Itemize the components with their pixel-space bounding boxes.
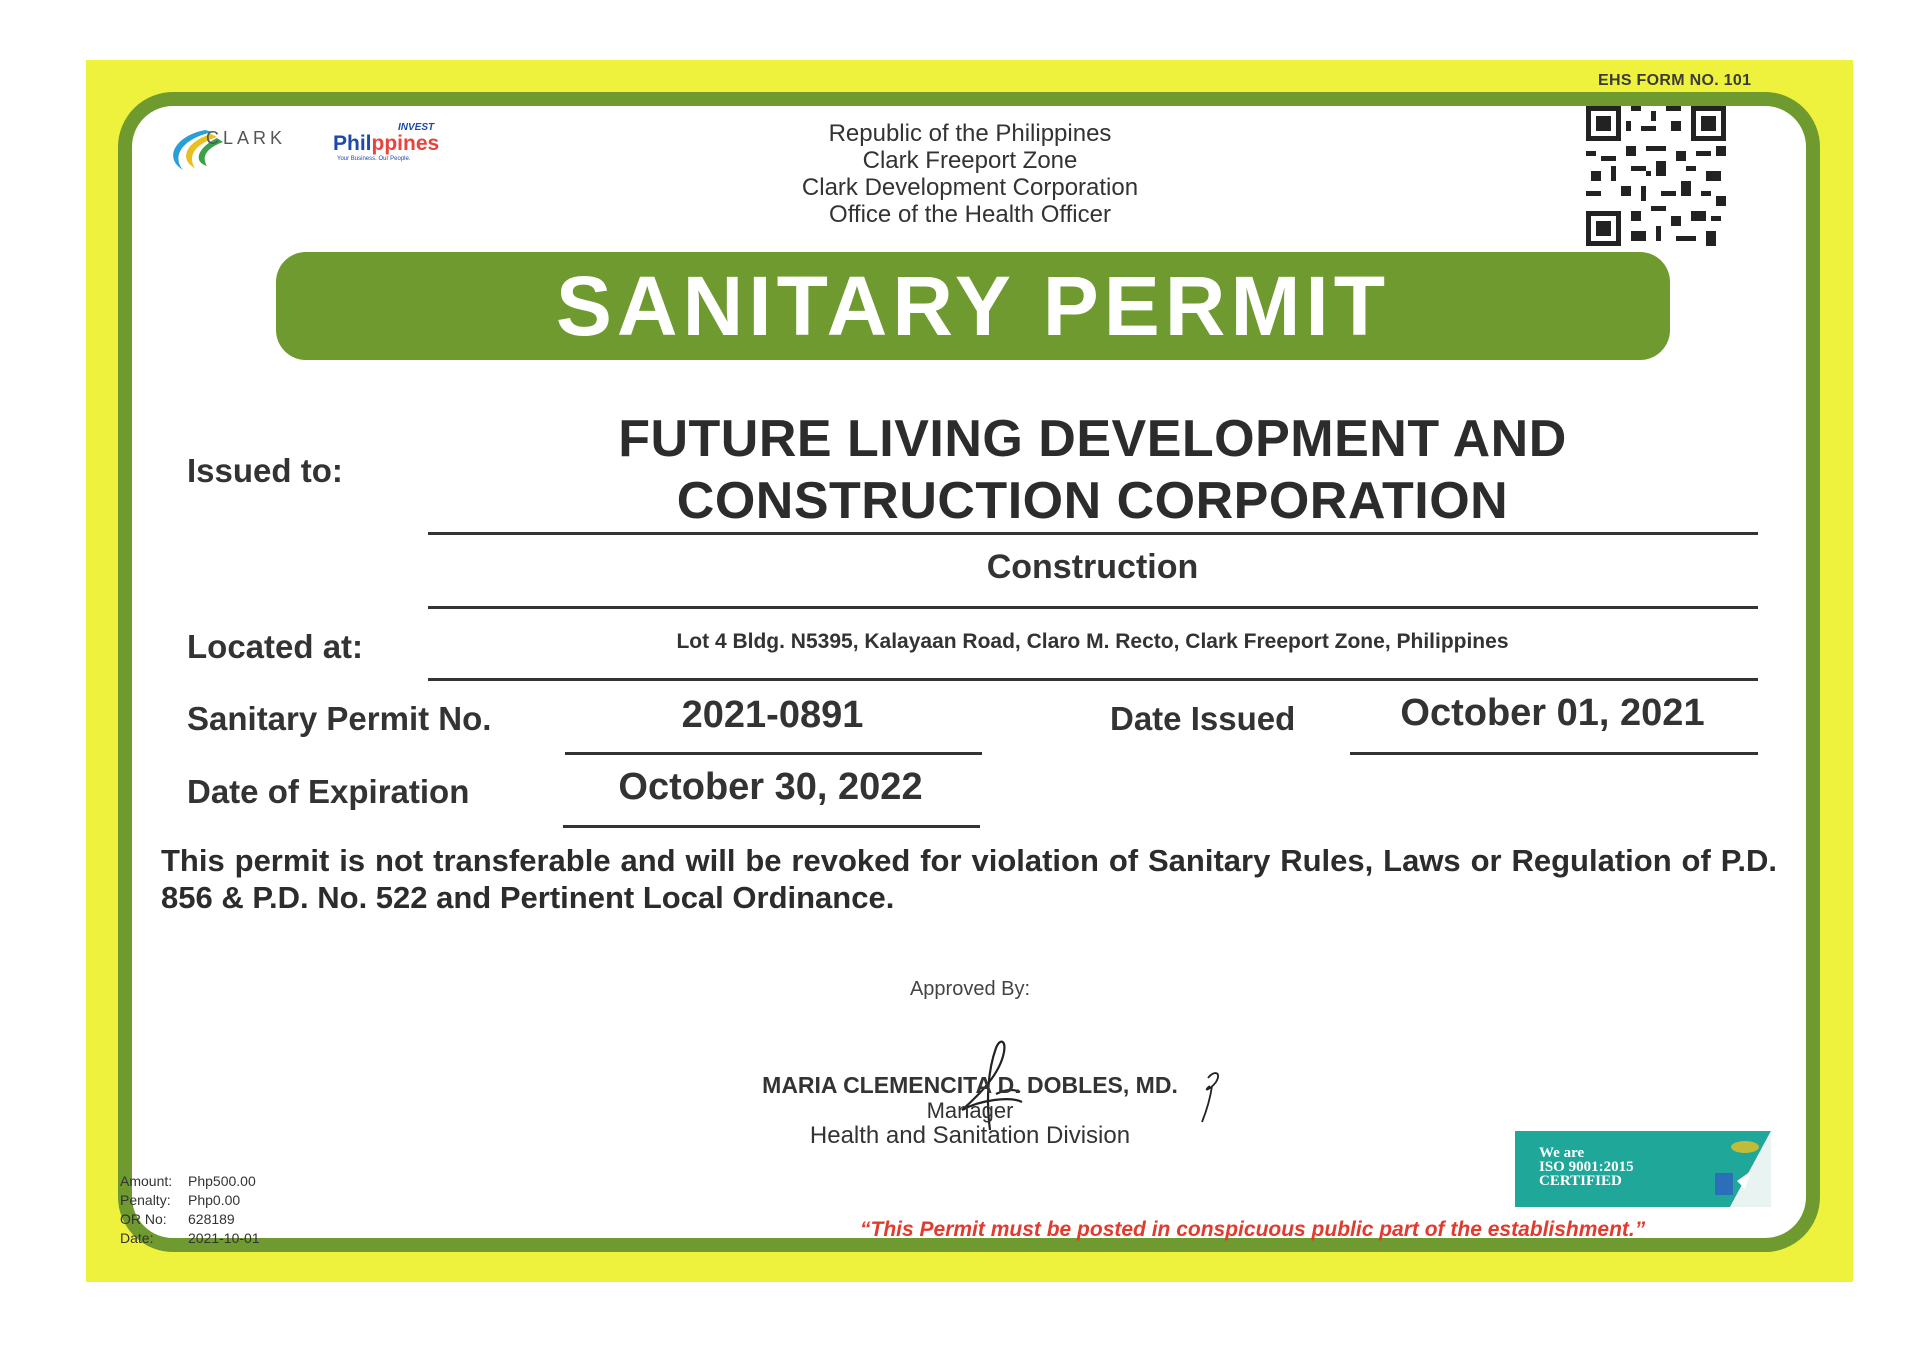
title-banner (276, 252, 1670, 360)
company-name-line-1: FUTURE LIVING DEVELOPMENT AND (618, 410, 1567, 468)
permit-number-value: 2021-0891 (681, 694, 864, 736)
iso-certified-badge (1515, 1131, 1771, 1207)
company-name (430, 408, 1755, 532)
expiration-label: Date of Expiration (187, 773, 470, 810)
payment-row-date: Date: 2021-10-01 (120, 1230, 260, 1246)
approver-title: Manager (926, 1098, 1014, 1123)
issued-to-label: Issued to: (187, 452, 343, 489)
pines-part: ppines (371, 132, 440, 155)
date-issued-label: Date Issued (1110, 700, 1296, 737)
qr-code-icon (1586, 106, 1726, 246)
company-underline (428, 532, 1758, 535)
expiration-underline (563, 825, 980, 828)
permit-title: SANITARY PERMIT (555, 258, 1391, 353)
date-issued-value: October 01, 2021 (1400, 692, 1705, 734)
issuing-office-header (700, 120, 1240, 228)
payment-details (120, 1172, 260, 1248)
header-line-4: Office of the Health Officer (829, 201, 1111, 228)
philippines-wordmark: Philppines (333, 132, 440, 155)
iso-badge-text: We are ISO 9001:2015 CERTIFIED (1539, 1145, 1634, 1189)
header-line-3: Clark Development Corporation (801, 174, 1139, 201)
address-underline (428, 678, 1758, 681)
form-number: EHS FORM NO. 101 (1598, 72, 1752, 89)
business-type: Construction (986, 548, 1199, 586)
posting-requirement-notice: “This Permit must be posted in conspicuous public part of the establishment.” (860, 1218, 1646, 1241)
company-name-line-2: CONSTRUCTION CORPORATION (676, 472, 1509, 530)
payment-row-amount: Amount: Php500.00 (120, 1173, 256, 1189)
header-line-2: Clark Freeport Zone (862, 147, 1078, 174)
approved-by-label: Approved By: (909, 978, 1031, 1000)
business-type-underline (428, 606, 1758, 609)
permit-number-label: Sanitary Permit No. (187, 700, 492, 737)
date-issued-underline (1350, 752, 1758, 755)
clark-logo-text: CLARK (206, 128, 287, 148)
expiration-value: October 30, 2022 (618, 766, 923, 808)
header-line-1: Republic of the Philippines (828, 120, 1112, 147)
invest-label: INVEST (398, 122, 435, 133)
permit-number-underline (565, 752, 982, 755)
philippines-tagline: Your Business. Our People. (337, 156, 411, 162)
payment-row-penalty: Penalty: Php0.00 (120, 1192, 241, 1208)
payment-row-or-number: OR No: 628189 (120, 1211, 235, 1227)
located-at-label: Located at: (187, 628, 364, 665)
permit-conditions-notice: This permit is not transferable and will be revoked for violation of Sanitary Rules, Laws or Regulation of P.D. 856 & P.D. No. 522 and Pertinent Local Ordinance. (161, 843, 1777, 915)
address-value: Lot 4 Bldg. N5395, Kalayaan Road, Claro M. Recto, Clark Freeport Zone, Philippines (676, 630, 1509, 653)
approver-name: MARIA CLEMENCITA D. DOBLES, MD. (762, 1072, 1178, 1098)
approver-division: Health and Sanitation Division (809, 1122, 1131, 1149)
